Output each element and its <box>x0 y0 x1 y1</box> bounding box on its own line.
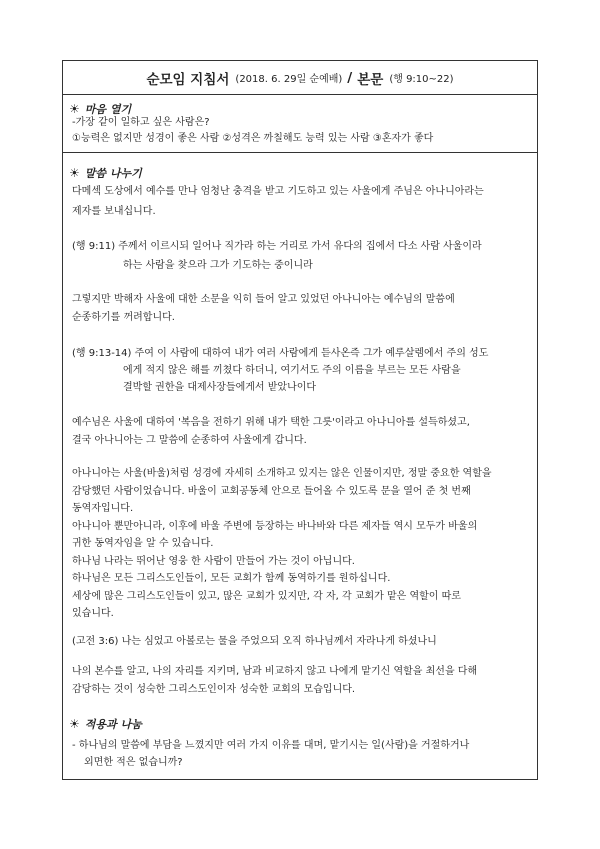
section-open-heart <box>63 95 537 153</box>
options-text: ①능력은 없지만 성경이 좋은 사람 ②성격은 까칠해도 능력 있는 사람 ③혼자가 좋다 <box>72 133 434 144</box>
sun-icon: ☀ <box>69 717 80 731</box>
body-line: 귀한 동역자임을 알 수 있습니다. <box>72 538 214 549</box>
section-header <box>69 165 142 181</box>
sun-icon: ☀ <box>69 166 80 180</box>
body-line: 제자를 보내십니다. <box>72 206 156 217</box>
body-line: 있습니다. <box>72 608 114 619</box>
body-line: 세상에 많은 그리스도인들이 있고, 많은 교회가 있지만, 각 자, 각 교회가 맡은 역할이 따로 <box>72 591 461 602</box>
body-line: 하나님 나라는 뛰어난 영웅 한 사람이 만들어 가는 것이 아닙니다. <box>72 556 355 567</box>
scripture-line: 결박할 권한을 대제사장들에게서 받았나이다 <box>123 382 317 393</box>
body-line: 감당하는 것이 성숙한 그리스도인이자 성숙한 교회의 모습입니다. <box>72 684 356 695</box>
passage-title: 본문 <box>357 71 384 88</box>
document-title: 순모임 지침서 <box>146 71 230 88</box>
body-line: 아나니아 뿐만아니라, 이후에 바울 주변에 등장하는 바나바와 다른 제자들 역시 모두가 바울의 <box>72 521 478 532</box>
application-question: - 하나님의 말씀에 부담을 느꼈지만 여러 가지 이유를 대며, 맡기시는 일(사람)을 거절하거나 <box>72 740 470 751</box>
body-line: 감당했던 사람이었습니다. 바울이 교회공동체 안으로 들어올 수 있도록 문을 열어 준 첫 번째 <box>72 486 471 497</box>
body-line: 나의 본수를 알고, 나의 자리를 지키며, 남과 비교하지 않고 나에게 맡기신 역할을 최선을 다해 <box>72 666 478 677</box>
sun-icon: ☀ <box>69 102 80 116</box>
title-row <box>63 61 537 95</box>
body-line: 예수님은 사울에 대하여 '복음을 전하기 위해 내가 택한 그릇'이라고 아나니아를 설득하셨고, <box>72 417 470 428</box>
scripture-line: 하는 사람을 찾으라 그가 기도하는 중이니라 <box>123 260 313 271</box>
body-line: 결국 아나니아는 그 말씀에 순종하여 사울에게 갑니다. <box>72 435 307 446</box>
body-line: 하나님은 모든 그리스도인들이, 모든 교회가 함께 동역하기를 원하십니다. <box>72 573 391 584</box>
section-title: 마음 열기 <box>84 103 132 116</box>
application-question: 외면한 적은 없습니까? <box>84 757 183 768</box>
scripture-line: 에게 적지 않은 해를 끼쳤다 하더니, 여기서도 주의 이름을 부르는 모든 사람을 <box>123 365 461 376</box>
scripture-line: (행 9:11) 주께서 이르시되 일어나 직가라 하는 거리로 가서 유다의 집에서 다소 사람 사울이라 <box>72 241 482 252</box>
scripture-line: (행 9:13-14) 주여 이 사람에 대하여 내가 여러 사람에게 듣사온즉 그가 예루살렘에서 주의 성도 <box>72 348 489 359</box>
body-line: 순종하기를 꺼려합니다. <box>72 312 175 323</box>
body-line: 동역자입니다. <box>72 503 134 514</box>
scripture-line: (고전 3:6) 나는 심었고 아볼로는 물을 주었으되 오직 하나님께서 자라나게 하셨나니 <box>72 636 437 647</box>
passage-reference: (행 9:10~22) <box>389 74 454 85</box>
guide-frame <box>62 60 538 780</box>
question-text: -가장 같이 일하고 싶은 사람은? <box>72 117 210 128</box>
body-line: 그렇지만 박해자 사울에 대한 소문을 익히 들어 알고 있었던 아나니아는 예수님의 말씀에 <box>72 294 455 305</box>
body-line: 아나니아는 사울(바울)처럼 성경에 자세히 소개하고 있지는 않은 인물이지만, 정말 중요한 역할을 <box>72 468 492 479</box>
section-title: 말씀 나누기 <box>84 167 142 180</box>
section-title: 적용과 나눔 <box>84 718 142 731</box>
section-header <box>69 101 131 117</box>
title-separator: / <box>347 69 353 86</box>
section-header <box>69 716 142 732</box>
body-line: 다메섹 도상에서 예수를 만나 엄청난 충격을 받고 기도하고 있는 사울에게 주님은 아나니아라는 <box>72 186 484 197</box>
document-date: (2018. 6. 29일 순예배) <box>235 74 343 85</box>
